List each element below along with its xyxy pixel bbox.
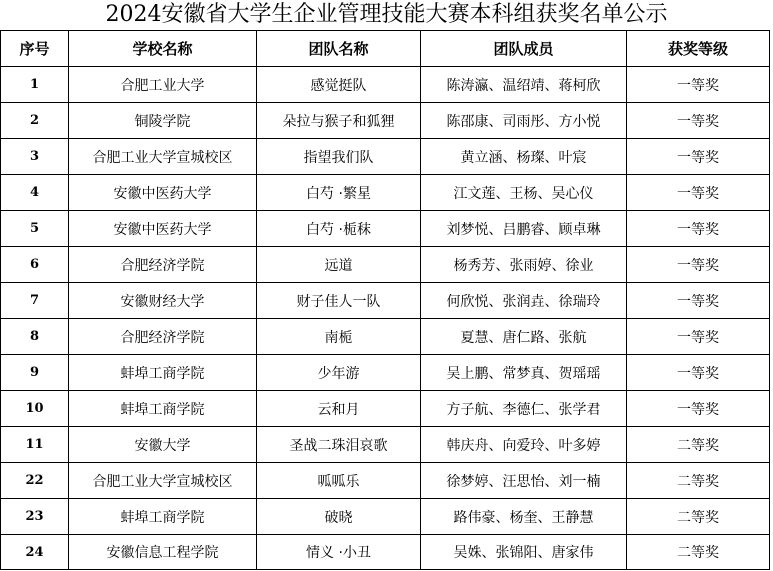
cell-members: 韩庆舟、向爱玲、叶多婷 bbox=[421, 427, 627, 463]
cell-index: 10 bbox=[1, 391, 69, 427]
table-row bbox=[1, 499, 770, 535]
cell-team: 南栀 bbox=[257, 319, 421, 355]
cell-award: 一等奖 bbox=[627, 283, 770, 319]
table-row bbox=[1, 283, 770, 319]
cell-members: 路伟豪、杨奎、王静慧 bbox=[421, 499, 627, 535]
cell-team: 情义 ·小丑 bbox=[257, 535, 421, 570]
table-body bbox=[1, 67, 770, 570]
cell-award: 一等奖 bbox=[627, 247, 770, 283]
cell-award: 一等奖 bbox=[627, 175, 770, 211]
table-row bbox=[1, 139, 770, 175]
cell-award: 一等奖 bbox=[627, 67, 770, 103]
cell-team: 感觉挺队 bbox=[257, 67, 421, 103]
cell-team: 白芍 ·栀秣 bbox=[257, 211, 421, 247]
cell-school: 蚌埠工商学院 bbox=[69, 355, 257, 391]
award-table bbox=[0, 30, 770, 570]
cell-index: 3 bbox=[1, 139, 69, 175]
cell-award: 一等奖 bbox=[627, 211, 770, 247]
cell-school: 安徽信息工程学院 bbox=[69, 535, 257, 570]
cell-members: 黄立涵、杨璨、叶宸 bbox=[421, 139, 627, 175]
table-row bbox=[1, 211, 770, 247]
cell-school: 合肥经济学院 bbox=[69, 319, 257, 355]
cell-school: 安徽中医药大学 bbox=[69, 211, 257, 247]
cell-members: 吴上鹏、常梦真、贺瑶瑶 bbox=[421, 355, 627, 391]
column-header-index: 序号 bbox=[1, 31, 69, 67]
cell-award: 二等奖 bbox=[627, 427, 770, 463]
cell-index: 7 bbox=[1, 283, 69, 319]
cell-team: 远道 bbox=[257, 247, 421, 283]
cell-award: 一等奖 bbox=[627, 319, 770, 355]
table-row bbox=[1, 319, 770, 355]
column-header-award: 获奖等级 bbox=[627, 31, 770, 67]
cell-award: 一等奖 bbox=[627, 103, 770, 139]
table-row bbox=[1, 103, 770, 139]
cell-school: 蚌埠工商学院 bbox=[69, 499, 257, 535]
cell-award: 二等奖 bbox=[627, 535, 770, 570]
cell-award: 一等奖 bbox=[627, 139, 770, 175]
cell-team: 破晓 bbox=[257, 499, 421, 535]
cell-members: 何欣悦、张润垚、徐瑞玲 bbox=[421, 283, 627, 319]
cell-school: 安徽大学 bbox=[69, 427, 257, 463]
cell-index: 1 bbox=[1, 67, 69, 103]
cell-award: 二等奖 bbox=[627, 499, 770, 535]
table-header-row bbox=[1, 31, 770, 67]
cell-award: 二等奖 bbox=[627, 463, 770, 499]
column-header-members: 团队成员 bbox=[421, 31, 627, 67]
cell-school: 蚌埠工商学院 bbox=[69, 391, 257, 427]
cell-members: 方子航、李德仁、张学君 bbox=[421, 391, 627, 427]
table-row bbox=[1, 175, 770, 211]
cell-members: 陈邵康、司雨彤、方小悦 bbox=[421, 103, 627, 139]
cell-team: 朵拉与猴子和狐狸 bbox=[257, 103, 421, 139]
cell-school: 安徽中医药大学 bbox=[69, 175, 257, 211]
cell-members: 刘梦悦、吕鹏睿、顾卓琳 bbox=[421, 211, 627, 247]
table-row bbox=[1, 67, 770, 103]
cell-members: 陈涛瀛、温绍靖、蒋柯欣 bbox=[421, 67, 627, 103]
cell-school: 安徽财经大学 bbox=[69, 283, 257, 319]
table-row bbox=[1, 391, 770, 427]
cell-index: 24 bbox=[1, 535, 69, 570]
cell-team: 指望我们队 bbox=[257, 139, 421, 175]
cell-index: 23 bbox=[1, 499, 69, 535]
cell-team: 呱呱乐 bbox=[257, 463, 421, 499]
cell-members: 夏慧、唐仁路、张航 bbox=[421, 319, 627, 355]
cell-members: 吴姝、张锦阳、唐家伟 bbox=[421, 535, 627, 570]
cell-team: 财子佳人一队 bbox=[257, 283, 421, 319]
table-row bbox=[1, 355, 770, 391]
page-title: 2024安徽省大学生企业管理技能大赛本科组获奖名单公示 bbox=[105, 2, 668, 27]
cell-index: 9 bbox=[1, 355, 69, 391]
cell-school: 铜陵学院 bbox=[69, 103, 257, 139]
cell-index: 4 bbox=[1, 175, 69, 211]
cell-school: 合肥工业大学宣城校区 bbox=[69, 463, 257, 499]
table-row bbox=[1, 247, 770, 283]
cell-index: 5 bbox=[1, 211, 69, 247]
cell-school: 合肥经济学院 bbox=[69, 247, 257, 283]
cell-members: 徐梦婷、汪思怡、刘一楠 bbox=[421, 463, 627, 499]
cell-members: 江文莲、王杨、吴心仪 bbox=[421, 175, 627, 211]
cell-members: 杨秀芳、张雨婷、徐业 bbox=[421, 247, 627, 283]
cell-award: 一等奖 bbox=[627, 355, 770, 391]
cell-index: 6 bbox=[1, 247, 69, 283]
table-row bbox=[1, 463, 770, 499]
column-header-team: 团队名称 bbox=[257, 31, 421, 67]
cell-team: 白芍 ·繁星 bbox=[257, 175, 421, 211]
column-header-school: 学校名称 bbox=[69, 31, 257, 67]
cell-team: 圣战二珠泪哀歌 bbox=[257, 427, 421, 463]
cell-index: 8 bbox=[1, 319, 69, 355]
table-row bbox=[1, 427, 770, 463]
cell-index: 11 bbox=[1, 427, 69, 463]
cell-award: 一等奖 bbox=[627, 391, 770, 427]
cell-index: 2 bbox=[1, 103, 69, 139]
table-row bbox=[1, 535, 770, 570]
cell-school: 合肥工业大学 bbox=[69, 67, 257, 103]
cell-team: 云和月 bbox=[257, 391, 421, 427]
cell-school: 合肥工业大学宣城校区 bbox=[69, 139, 257, 175]
cell-team: 少年游 bbox=[257, 355, 421, 391]
cell-index: 22 bbox=[1, 463, 69, 499]
